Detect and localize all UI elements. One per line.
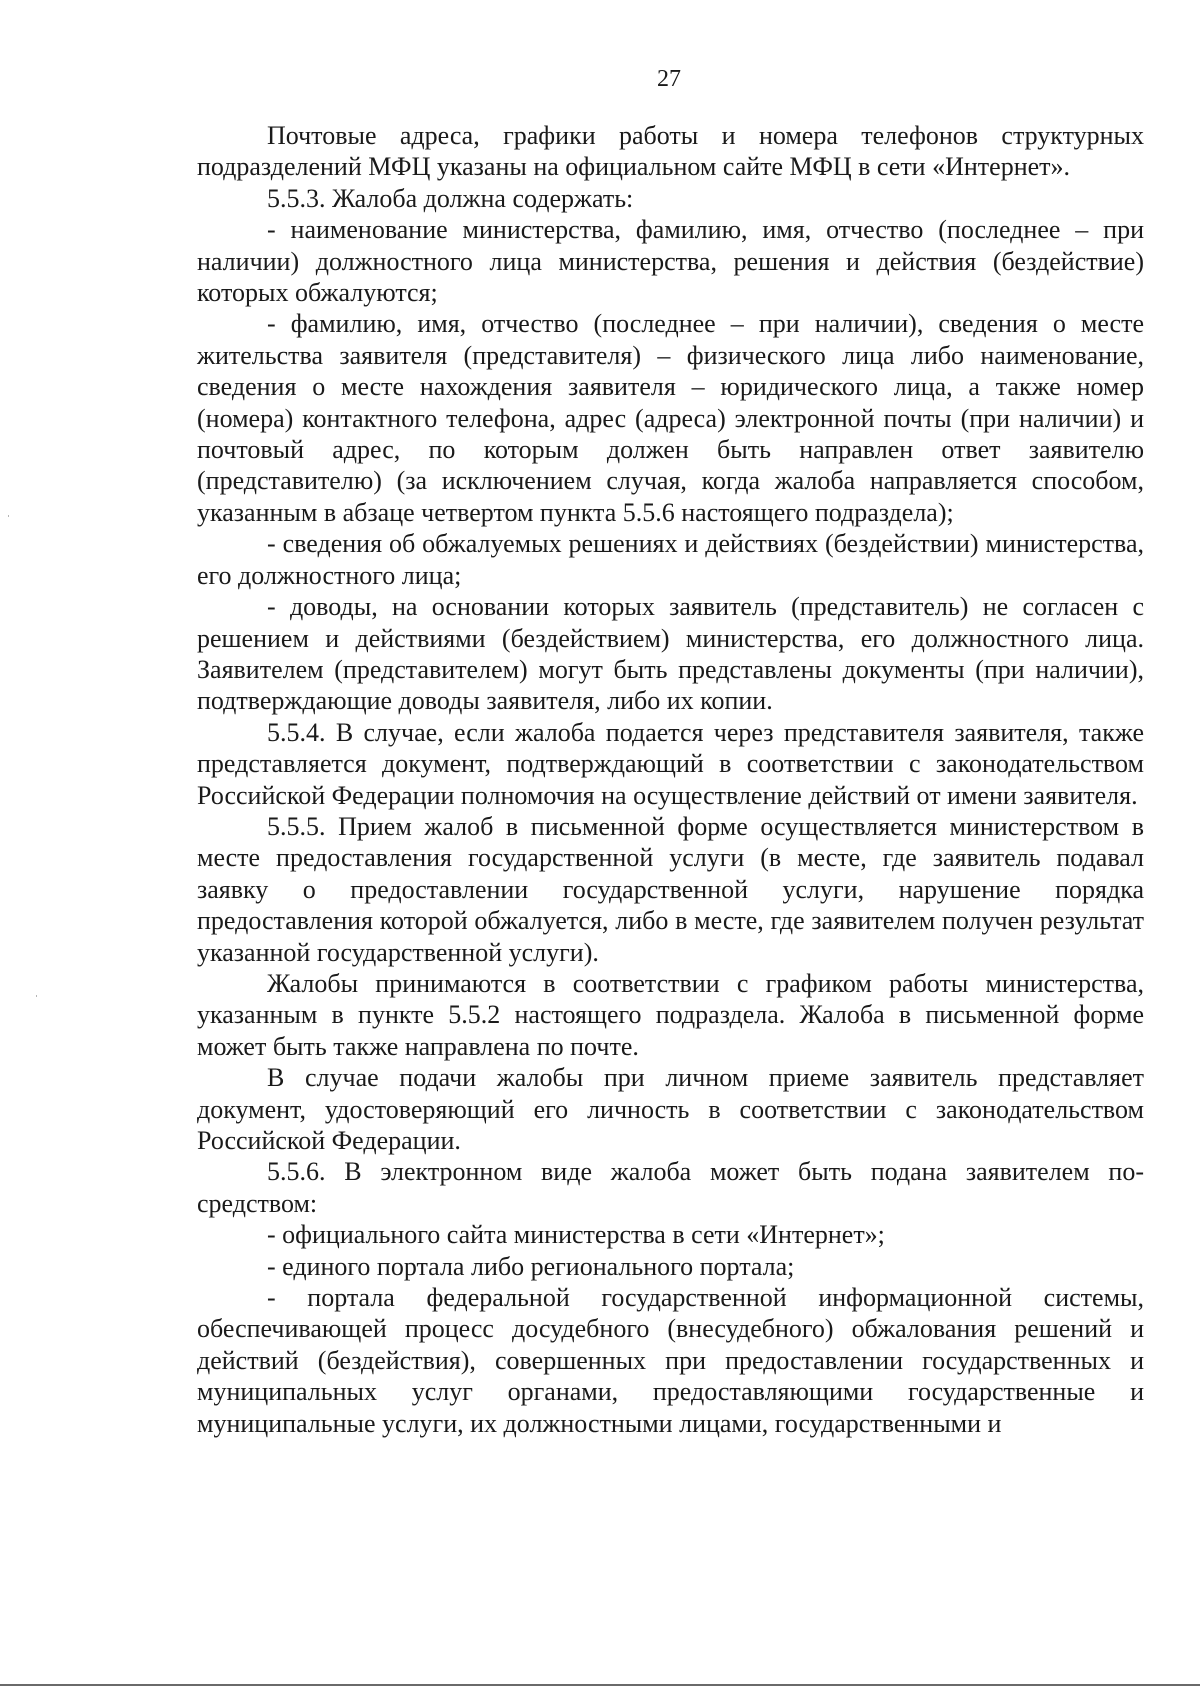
list-item-applicant-details: - фамилию, имя, отчество (последнее – при наличии), сведения о месте жительства заявителя (представителя) – физического лица либо наименование, сведения о месте нахождения заявителя – юридического лица, а также номер (номера) контактного телефона, адрес (адреса) электронной почты (при наличии) и почтовый адрес, по которым должен быть направлен ответ заявителю (представителю) (за исключением случая, когда жалоба направляется способом, указанным в абзаце четвертом пункта 5.5.6 настоящего подраздела); (197, 309, 1144, 527)
paragraph-5-5-5: 5.5.5. Прием жалоб в письменной форме осуществляется министерством в месте предоставления государственной услуги (в месте, где заявитель подавал заявку о предоставлении государственной услуги, нарушение порядка предоставления которой обжалуется, либо в месте, где заявителем получен результат указанной государственной услуги). (197, 811, 1144, 967)
page-bottom-edge (0, 1684, 1200, 1686)
paragraph-5-5-6: 5.5.6. В электронном виде жалоба может быть подана заявителем посредством: (197, 1157, 1144, 1218)
body-text (197, 120, 1144, 1439)
list-item-ministry-name: - наименование министерства, фамилию, имя, отчество (последнее – при наличии) должностного лица министерства, решения и действия (бездействие) которых обжалуются; (197, 215, 1144, 308)
scan-artifact-left-lower (36, 995, 37, 997)
list-item-appealed-decisions: - сведения об обжалуемых решениях и действиях (бездействии) министерства, его должностного лица; (197, 529, 1144, 590)
scan-artifact-left (8, 515, 9, 517)
paragraph-5-5-4: 5.5.4. В случае, если жалоба подается через представителя заявителя, также представляется документ, подтверждающий в соответствии с законодательством Российской Федерации полномочия на осуществление действий от имени заявителя. (197, 717, 1144, 810)
list-item-federal-portal: - портала федеральной государственной информационной системы, обеспечивающей процесс досудебного (внесудебного) обжалования решений и действий (бездействия), совершенных при предоставлении государственных и муниципальных услуг органами, предоставляющими государственные и муниципальные услуги, их должностными лицами, государственными и (197, 1283, 1144, 1438)
list-item-arguments: - доводы, на основании которых заявитель (представитель) не согласен с решением и действиями (бездействием) министерства, его должностного лица. Заявителем (представителем) могут быть представлены документы (при наличии), подтверждающие доводы заявителя, либо их копии. (197, 592, 1144, 716)
page-number: 27 (657, 66, 681, 92)
paragraph-complaint-schedule: Жалобы принимаются в соответствии с графиком работы министерства, указанным в пункте 5.5.2 настоящего подраздела. Жалоба в письменной форме может быть также направлена по почте. (197, 968, 1144, 1061)
paragraph-5-5-3-heading: 5.5.3. Жалоба должна содержать: (267, 183, 634, 213)
paragraph-personal-reception: В случае подачи жалобы при личном приеме заявитель представляет документ, удостоверяющий его личность в соответствии с законодательством Российской Федерации. (197, 1063, 1144, 1155)
paragraph-mfc-addresses: Почтовые адреса, графики работы и номера телефонов структурных подразделений МФЦ указаны на официальном сайте МФЦ в сети «Интернет». (197, 121, 1144, 182)
list-item-unified-portal: - единого портала либо регионального портала; (267, 1251, 795, 1281)
list-item-official-site: - официального сайта министерства в сети «Интернет»; (267, 1220, 885, 1250)
